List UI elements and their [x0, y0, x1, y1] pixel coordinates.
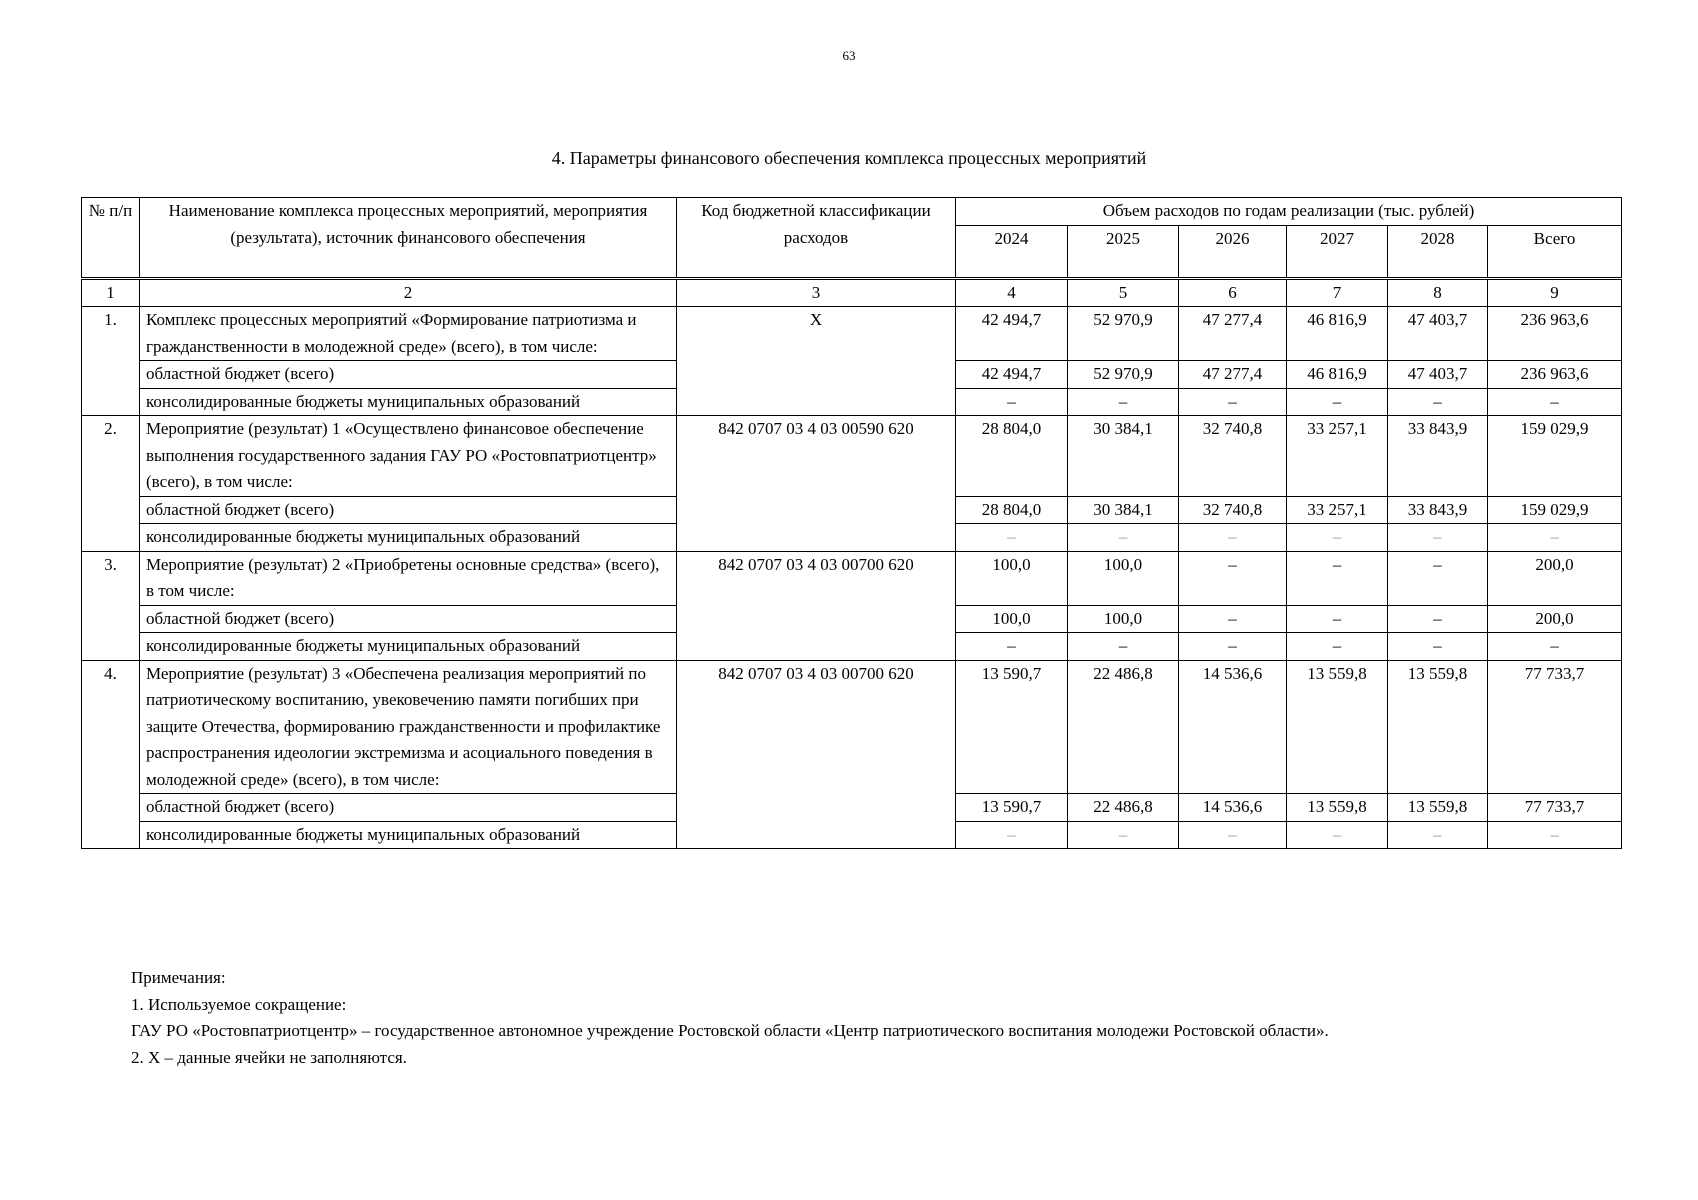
year-value: 47 403,7: [1388, 307, 1488, 361]
year-value: 46 816,9: [1287, 307, 1388, 361]
year-value: –: [956, 821, 1068, 849]
header-code: Код бюджетной классификации расходов: [677, 198, 956, 279]
year-value: 52 970,9: [1068, 361, 1179, 389]
notes-heading: Примечания:: [131, 968, 226, 987]
year-value: 100,0: [956, 605, 1068, 633]
note-line: 2. Х – данные ячейки не заполняются.: [131, 1047, 407, 1067]
budget-code: 842 0707 03 4 03 00700 620: [677, 660, 956, 849]
item-name: Мероприятие (результат) 2 «Приобретены основные средства» (всего), в том числе:: [140, 551, 677, 605]
year-value: –: [1388, 605, 1488, 633]
year-value: –: [1179, 633, 1287, 661]
year-value: 13 590,7: [956, 794, 1068, 822]
year-value: 33 843,9: [1388, 496, 1488, 524]
year-value: –: [1388, 821, 1488, 849]
total-value: 200,0: [1488, 551, 1622, 605]
year-value: 47 277,4: [1179, 361, 1287, 389]
year-value: –: [1068, 388, 1179, 416]
year-value: 13 559,8: [1388, 794, 1488, 822]
year-value: –: [1287, 388, 1388, 416]
year-value: –: [1388, 551, 1488, 605]
financing-table: [81, 197, 1622, 849]
source-name: консолидированные бюджеты муниципальных образований: [140, 524, 677, 552]
column-number: 9: [1488, 278, 1622, 307]
column-number: 8: [1388, 278, 1488, 307]
year-value: 14 536,6: [1179, 660, 1287, 794]
year-value: 52 970,9: [1068, 307, 1179, 361]
year-value: –: [1179, 821, 1287, 849]
year-value: –: [1287, 821, 1388, 849]
source-name: областной бюджет (всего): [140, 605, 677, 633]
item-name: Комплекс процессных мероприятий «Формирование патриотизма и гражданственности в молодежной среде» (всего), в том числе:: [140, 307, 677, 361]
column-number: 6: [1179, 278, 1287, 307]
budget-code: 842 0707 03 4 03 00700 620: [677, 551, 956, 660]
section-row: [82, 416, 1622, 497]
year-value: 13 559,8: [1287, 660, 1388, 794]
year-value: 14 536,6: [1179, 794, 1287, 822]
header-volume: Объем расходов по годам реализации (тыс. рублей): [956, 198, 1622, 226]
row-number: 2.: [82, 416, 140, 552]
header-name: Наименование комплекса процессных мероприятий, мероприятия (результата), источник финансового обеспечения: [140, 198, 677, 279]
column-number: 5: [1068, 278, 1179, 307]
year-value: –: [1068, 821, 1179, 849]
year-value: –: [956, 633, 1068, 661]
year-value: 28 804,0: [956, 496, 1068, 524]
section-row: [82, 551, 1622, 605]
year-value: –: [1388, 633, 1488, 661]
header-year: 2027: [1287, 225, 1388, 278]
notes: [131, 965, 1329, 1071]
year-value: –: [1068, 524, 1179, 552]
column-number-row: [82, 278, 1622, 307]
total-value: 200,0: [1488, 605, 1622, 633]
column-number: 7: [1287, 278, 1388, 307]
year-value: 46 816,9: [1287, 361, 1388, 389]
year-value: –: [956, 524, 1068, 552]
year-value: –: [1388, 524, 1488, 552]
year-value: –: [1179, 605, 1287, 633]
year-value: –: [1068, 633, 1179, 661]
year-value: 100,0: [1068, 551, 1179, 605]
year-value: 42 494,7: [956, 307, 1068, 361]
year-value: –: [1179, 551, 1287, 605]
column-number: 3: [677, 278, 956, 307]
year-value: 13 559,8: [1287, 794, 1388, 822]
year-value: 100,0: [956, 551, 1068, 605]
source-name: консолидированные бюджеты муниципальных образований: [140, 821, 677, 849]
header-year: 2025: [1068, 225, 1179, 278]
year-value: 33 843,9: [1388, 416, 1488, 497]
year-value: –: [1287, 524, 1388, 552]
year-value: –: [1179, 388, 1287, 416]
year-value: 33 257,1: [1287, 416, 1388, 497]
source-name: консолидированные бюджеты муниципальных образований: [140, 388, 677, 416]
item-name: Мероприятие (результат) 3 «Обеспечена реализация мероприятий по патриотическому воспитанию, увековечению памяти погибших при защите Отечества, формированию гражданственности и профилактике распространения идеологии экстремизма и асоциального поведения в молодежной среде» (всего), в том числе:: [140, 660, 677, 794]
page-number: 63: [842, 48, 856, 63]
year-value: 22 486,8: [1068, 660, 1179, 794]
total-value: –: [1488, 821, 1622, 849]
header-num: № п/п: [82, 198, 140, 279]
year-value: 13 590,7: [956, 660, 1068, 794]
year-value: 33 257,1: [1287, 496, 1388, 524]
note-line: ГАУ РО «Ростовпатриотцентр» – государственное автономное учреждение Ростовской области «Центр патриотического воспитания молодежи Ростовской области».: [131, 1021, 1329, 1040]
row-number: 1.: [82, 307, 140, 416]
item-name: Мероприятие (результат) 1 «Осуществлено финансовое обеспечение выполнения государственного задания ГАУ РО «Ростовпатриотцентр» (всего), в том числе:: [140, 416, 677, 497]
total-value: –: [1488, 633, 1622, 661]
year-value: 47 277,4: [1179, 307, 1287, 361]
year-value: –: [1287, 633, 1388, 661]
total-value: 159 029,9: [1488, 496, 1622, 524]
note-line: 1. Используемое сокращение:: [131, 994, 347, 1014]
year-value: –: [1287, 551, 1388, 605]
year-value: 32 740,8: [1179, 416, 1287, 497]
year-value: 100,0: [1068, 605, 1179, 633]
document-title: 4. Параметры финансового обеспечения комплекса процессных мероприятий: [551, 148, 1147, 168]
year-value: 47 403,7: [1388, 361, 1488, 389]
year-value: –: [1179, 524, 1287, 552]
column-number: 1: [82, 278, 140, 307]
row-number: 4.: [82, 660, 140, 849]
year-value: 28 804,0: [956, 416, 1068, 497]
source-name: областной бюджет (всего): [140, 361, 677, 389]
year-value: 22 486,8: [1068, 794, 1179, 822]
total-value: –: [1488, 524, 1622, 552]
year-value: 30 384,1: [1068, 416, 1179, 497]
year-value: –: [1287, 605, 1388, 633]
year-value: –: [1388, 388, 1488, 416]
total-value: –: [1488, 388, 1622, 416]
total-value: 77 733,7: [1488, 794, 1622, 822]
header-total: Всего: [1488, 225, 1622, 278]
column-number: 2: [140, 278, 677, 307]
source-name: консолидированные бюджеты муниципальных образований: [140, 633, 677, 661]
year-value: 32 740,8: [1179, 496, 1287, 524]
header-year: 2028: [1388, 225, 1488, 278]
total-value: 236 963,6: [1488, 307, 1622, 361]
source-name: областной бюджет (всего): [140, 794, 677, 822]
total-value: 77 733,7: [1488, 660, 1622, 794]
source-name: областной бюджет (всего): [140, 496, 677, 524]
year-value: 30 384,1: [1068, 496, 1179, 524]
header-year: 2024: [956, 225, 1068, 278]
section-row: [82, 660, 1622, 794]
year-value: 13 559,8: [1388, 660, 1488, 794]
row-number: 3.: [82, 551, 140, 660]
budget-code: Х: [677, 307, 956, 416]
header-year: 2026: [1179, 225, 1287, 278]
column-number: 4: [956, 278, 1068, 307]
budget-code: 842 0707 03 4 03 00590 620: [677, 416, 956, 552]
year-value: –: [956, 388, 1068, 416]
year-value: 42 494,7: [956, 361, 1068, 389]
section-row: [82, 307, 1622, 361]
total-value: 236 963,6: [1488, 361, 1622, 389]
total-value: 159 029,9: [1488, 416, 1622, 497]
